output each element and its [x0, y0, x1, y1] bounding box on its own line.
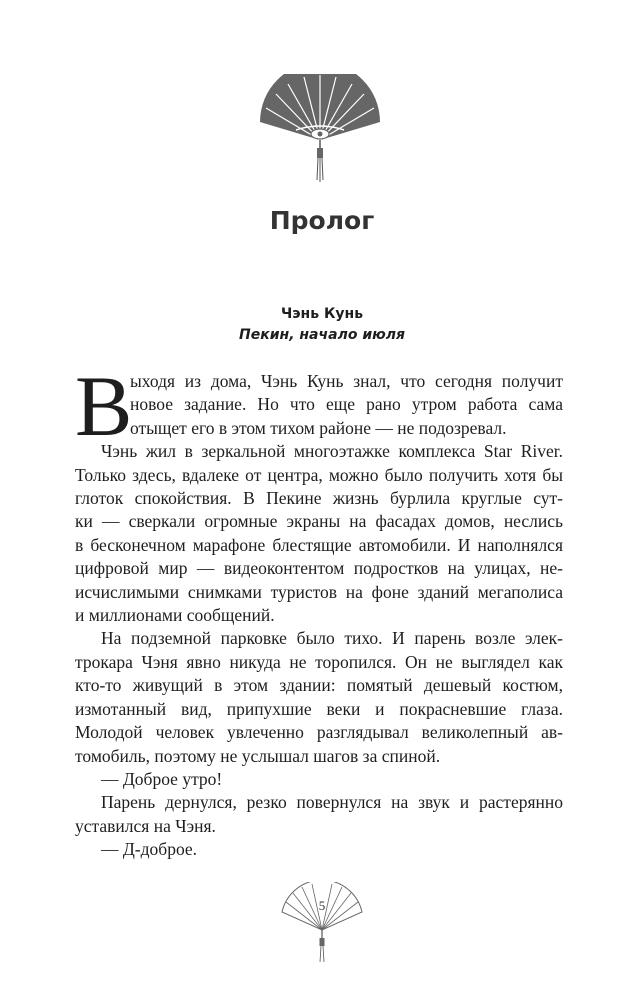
- fan-ornament-icon: [252, 74, 388, 186]
- text-line: трокара Чэня явно никуда не торопился. Он не выглядел как: [75, 651, 563, 672]
- paragraph-5: [75, 791, 563, 838]
- text-line: исчислимыми снимками туристов на фоне зданий мегаполиса: [75, 581, 563, 602]
- paragraph-3: [75, 627, 563, 767]
- text-line: уставился на Чэня.: [75, 815, 216, 836]
- text-line: измотанный вид, припухшие веки и покрасневшие глаза.: [75, 698, 563, 719]
- fan-outline-icon: [276, 882, 368, 964]
- paragraph-2: [75, 440, 563, 627]
- paragraph-4: [75, 768, 563, 791]
- text-line: Парень дернулся, резко повернулся на звук и растерянно: [101, 792, 563, 813]
- text-line: отыщет его в этом тихом районе — не подозревал.: [130, 417, 507, 438]
- text-line: ыходя из дома, Чэнь Кунь знал, что сегодня получит: [130, 371, 563, 391]
- chapter-title: Пролог: [269, 206, 375, 235]
- text-line: глоток спокойствия. В Пекине жизнь бурлила круглые сут-: [75, 488, 563, 509]
- text-line: в бесконечном марафоне блестящие автомобили. И наполнялся: [75, 534, 563, 555]
- drop-cap: В: [75, 358, 133, 454]
- text-line: и миллионами сообщений.: [75, 605, 275, 626]
- text-line: кто-то живущий в этом здании: помятый дешевый костюм,: [75, 675, 563, 696]
- paragraph-6: [75, 838, 563, 861]
- text-line: томобиль, поэтому не услышал шагов за спиной.: [75, 745, 441, 766]
- text-line: На подземной парковке было тихо. И парень возле элек-: [101, 628, 563, 649]
- text-line: Молодой человек увлеченно разглядывал великолепный ав-: [75, 722, 563, 743]
- text-line: Только здесь, вдалеке от центра, можно было получить хотя бы: [75, 464, 563, 485]
- text-line: — Доброе утро!: [101, 768, 223, 789]
- location-heading: Пекин, начало июля: [239, 327, 405, 343]
- text-line: Чэнь жил в зеркальной многоэтажке комплекса Star River.: [101, 441, 563, 462]
- body-text: [75, 358, 563, 862]
- text-line: — Д-доброе.: [101, 839, 198, 860]
- text-line: новое задание. Но что еще рано утром работа сама: [130, 394, 563, 415]
- page-number: 5: [318, 898, 326, 913]
- character-heading: Чэнь Кунь: [280, 306, 364, 322]
- text-line: ки — сверкали огромные экраны на фасадах домов, неслись: [75, 511, 563, 532]
- text-line: цифровой мир — видеоконтентом подростков на улицах, не-: [75, 558, 563, 579]
